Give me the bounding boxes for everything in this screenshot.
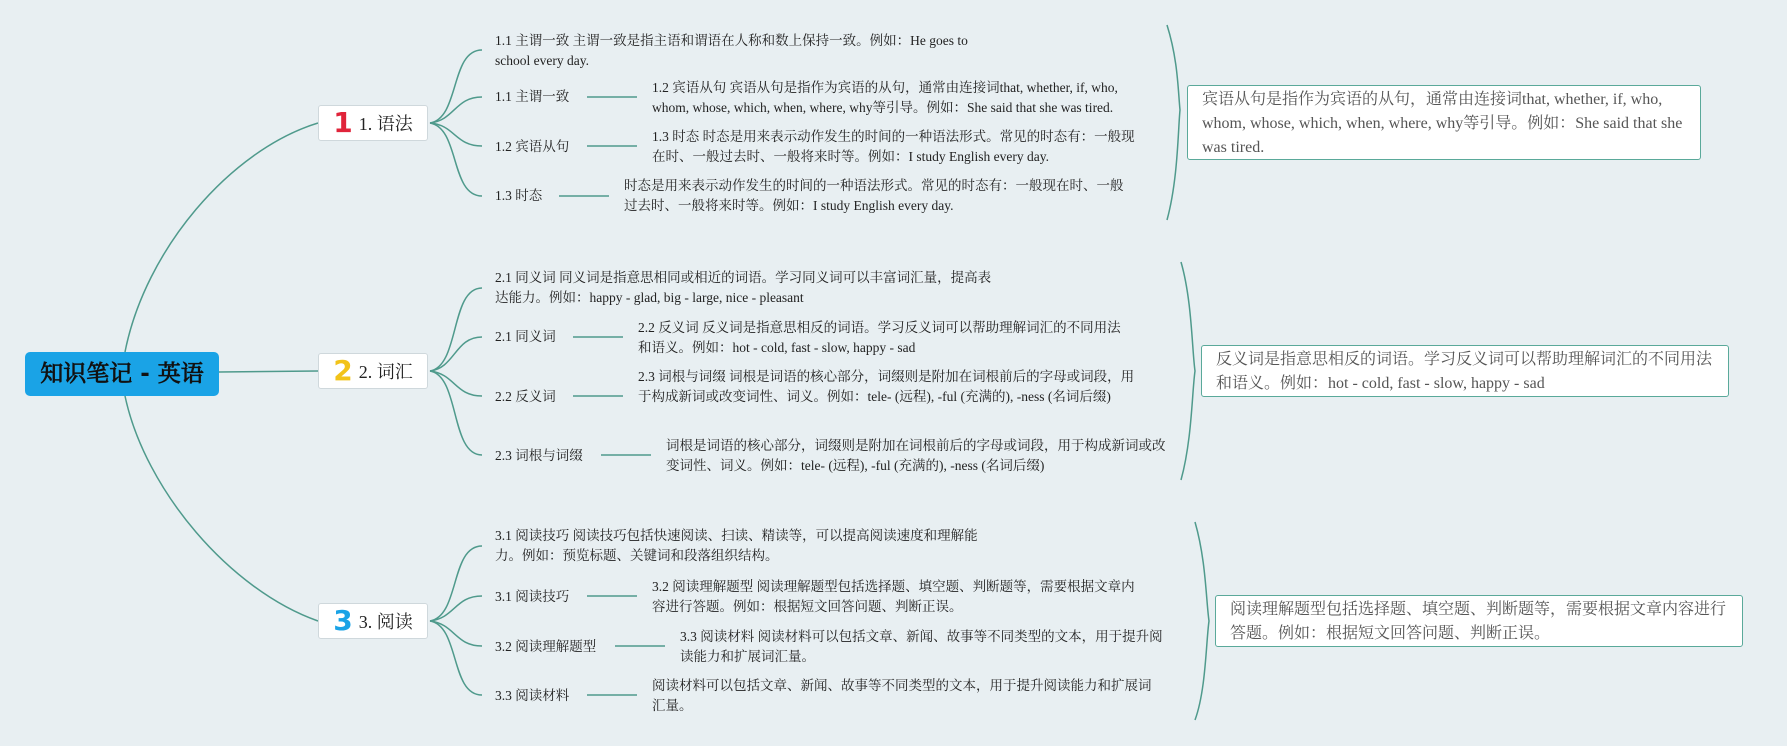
topic-desc[interactable]: 词根是词语的核心部分，词缀则是附加在词根前后的字母或词段，用于构成新词或改变词性、词义。例如：tele- (远程), -ful (充满的), -ness (名词后缀) [666, 438, 1166, 473]
topic-label[interactable]: 1.2 宾语从句 [495, 139, 570, 154]
topic-1-top[interactable]: 1.1 主谓一致 主谓一致是指主语和谓语在人称和数上保持一致。例如：He goes to school every day. [495, 33, 968, 68]
topic-label[interactable]: 1.1 主谓一致 [495, 89, 570, 104]
number-icon: 3 [333, 604, 353, 637]
topic-label[interactable]: 2.3 词根与词缀 [495, 448, 583, 463]
topic-label[interactable]: 2.1 同义词 [495, 329, 556, 344]
topic-desc[interactable]: 2.2 反义词 反义词是指意思相反的词语。学习反义词可以帮助理解词汇的不同用法和语义。例如：hot - cold, fast - slow, happy - sad [638, 320, 1121, 355]
summary-box[interactable]: 阅读理解题型包括选择题、填空题、判断题等，需要根据文章内容进行答题。例如：根据短文回答问题、判断正误。 [1215, 595, 1743, 647]
topic-desc[interactable]: 3.2 阅读理解题型 阅读理解题型包括选择题、填空题、判断题等，需要根据文章内容进行答题。例如：根据短文回答问题、判断正误。 [652, 579, 1135, 614]
branch-label: 3. 阅读 [358, 612, 413, 632]
topic-2-top[interactable]: 2.1 同义词 同义词是指意思相同或相近的词语。学习同义词可以丰富词汇量，提高表达能力。例如：happy - glad, big - large, nice - pleasant [495, 270, 992, 305]
topic-desc[interactable]: 阅读材料可以包括文章、新闻、故事等不同类型的文本，用于提升阅读能力和扩展词汇量。 [652, 678, 1152, 713]
topic-desc[interactable]: 1.2 宾语从句 宾语从句是指作为宾语的从句，通常由连接词that, whether, if, who, whom, whose, which, when, where, why等引导。例如：She said that she was tired. [652, 80, 1118, 115]
branch-grammar[interactable] [318, 105, 428, 141]
topic-desc[interactable]: 1.3 时态 时态是用来表示动作发生的时间的一种语法形式。常见的时态有：一般现在时、一般过去时、一般将来时等。例如：I study English every day. [652, 129, 1135, 164]
summary-box[interactable]: 反义词是指意思相反的词语。学习反义词可以帮助理解词汇的不同用法和语义。例如：hot - cold, fast - slow, happy - sad [1201, 345, 1729, 397]
root-topic[interactable]: 知识笔记 - 英语 [25, 352, 219, 396]
topic-desc[interactable]: 3.3 阅读材料 阅读材料可以包括文章、新闻、故事等不同类型的文本，用于提升阅读能力和扩展词汇量。 [680, 629, 1163, 664]
branch-label: 2. 词汇 [358, 362, 413, 382]
topic-3-top[interactable]: 3.1 阅读技巧 阅读技巧包括快速阅读、扫读、精读等，可以提高阅读速度和理解能力。例如：预览标题、关键词和段落组织结构。 [495, 528, 978, 563]
topic-label[interactable]: 3.3 阅读材料 [495, 688, 570, 703]
branch-label: 1. 语法 [358, 114, 413, 134]
topic-label[interactable]: 3.2 阅读理解题型 [495, 639, 597, 654]
topic-desc[interactable]: 时态是用来表示动作发生的时间的一种语法形式。常见的时态有：一般现在时、一般过去时、一般将来时等。例如：I study English every day. [624, 178, 1124, 213]
branch-reading[interactable] [318, 603, 428, 639]
number-icon: 1 [333, 106, 353, 139]
topic-desc[interactable]: 2.3 词根与词缀 词根是词语的核心部分，词缀则是附加在词根前后的字母或词段，用于构成新词或改变词性、词义。例如：tele- (远程), -ful (充满的), -ness (名词后缀) [638, 369, 1135, 404]
branch-vocabulary[interactable] [318, 353, 428, 389]
topic-label[interactable]: 1.3 时态 [495, 188, 543, 203]
topic-label[interactable]: 2.2 反义词 [495, 389, 556, 404]
topic-label[interactable]: 3.1 阅读技巧 [495, 589, 570, 604]
summary-box[interactable]: 宾语从句是指作为宾语的从句，通常由连接词that, whether, if, who, whom, whose, which, when, where, why等引导。例如：She said that she was tired. [1187, 85, 1701, 160]
number-icon: 2 [333, 354, 353, 387]
